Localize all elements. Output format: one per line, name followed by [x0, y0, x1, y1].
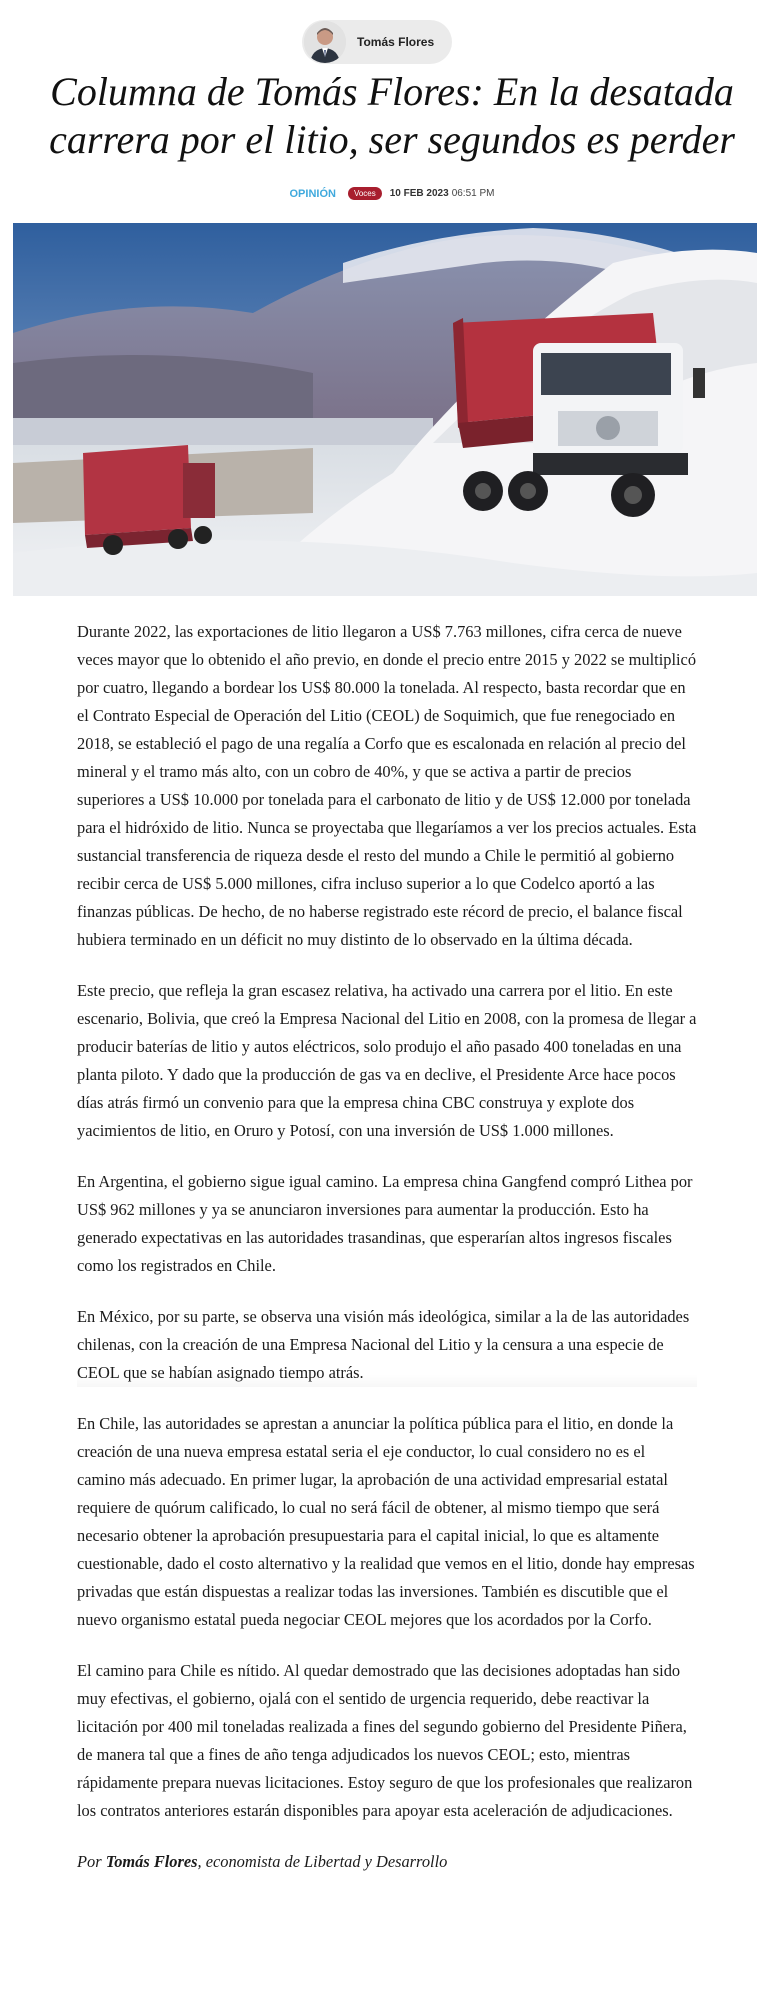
- article-meta: [0, 187, 784, 200]
- article-headline: Columna de Tomás Flores: En la desatada carrera por el litio, ser segundos es perder: [49, 69, 735, 162]
- author-pill[interactable]: [302, 20, 452, 64]
- article-body: [77, 618, 697, 1899]
- article-paragraph: En Chile, las autoridades se aprestan a anunciar la política pública para el litio, en donde la creación de una nueva empresa estatal seria el eje conductor, lo cual considero no es el camino más adecuado. En primer lugar, la aprobación de una actividad empresarial estatal requiere de quórum calificado, lo cual no será fácil de obtener, al mismo tiempo que será necesario obtener la aprobación presupuestaria para el capital inicial, lo que es altamente cuestionable, dado el costo alternativo y la realidad que vemos en el litio, donde hay empresas privadas que están dispuestas a realizar todas las inversiones. También es discutible que el nuevo organismo estatal pueda negociar CEOL mejores que los acordados por la Corfo.: [77, 1414, 695, 1629]
- article-paragraph: En Argentina, el gobierno sigue igual camino. La empresa china Gangfend compró Lithea por US$ 962 millones y ya se anunciaron inversiones para aumentar la producción. Esto ha generado expectativas en las autoridades trasandinas, que esperarían altos ingresos fiscales como los registrados en Chile.: [77, 1172, 693, 1275]
- byline-prefix: Por: [77, 1852, 102, 1871]
- article-paragraph: En México, por su parte, se observa una visión más ideológica, similar a la de las autoridades chilenas, con la creación de una Empresa Nacional del Litio y la censura a una especie de CEOL que se habían asignado tiempo atrás.: [77, 1303, 697, 1387]
- publish-time: 06:51 PM: [451, 188, 495, 199]
- voces-badge[interactable]: Voces: [348, 187, 382, 200]
- article-paragraph: Este precio, que refleja la gran escasez relativa, ha activado una carrera por el litio. En este escenario, Bolivia, que creó la Empresa Nacional del Litio en 2008, con la promesa de llegar a producir baterías de litio y autos eléctricos, solo produjo el año pasado 400 toneladas en una planta piloto. Y dado que la producción de gas va en declive, el Presidente Arce hace pocos días atrás firmó un convenio para que la empresa china CBC construya y explote dos yacimientos de litio, en Oruro y Potosí, con una inversión de US$ 1.000 millones.: [77, 981, 697, 1140]
- byline-suffix: , economista de Libertad y Desarrollo: [197, 1852, 448, 1871]
- publish-date: 10 FEB 2023: [389, 188, 449, 199]
- author-avatar: [304, 21, 346, 63]
- article-byline: [77, 1848, 697, 1876]
- article-paragraph: Durante 2022, las exportaciones de litio llegaron a US$ 7.763 millones, cifra cerca de nueve veces mayor que lo obtenido el año previo, en donde el precio entre 2015 y 2022 se multiplicó por cuatro, llegando a bordear los US$ 80.000 la tonelada. Al respecto, basta recordar que en el Contrato Especial de Operación del Litio (CEOL) de Soquimich, que fue renegociado en 2018, se estableció el pago de una regalía a Corfo que es escalonada en relación al precio del mineral y el tramo más alto, con un cobro de 40%, y que se activa a partir de precios superiores a US$ 10.000 por tonelada para el carbonato de litio y de US$ 12.000 por tonelada para el hidróxido de litio. Nunca se proyectaba que llegaríamos a ver los precios actuales. Esta sustancial transferencia de riqueza desde el resto del mundo a Chile le permitió al gobierno recibir cerca de US$ 5.000 millones, cifra incluso superior a lo que Codelco aportó a las finanzas públicas. De hecho, de no haberse registrado este récord de precio, el balance fiscal hubiera terminado en un déficit no muy distinto de lo observado en la última década.: [77, 622, 697, 949]
- hero-image: [13, 223, 757, 596]
- byline-author: Tomás Flores: [105, 1852, 198, 1871]
- author-name: Tomás Flores: [357, 35, 435, 49]
- section-link[interactable]: OPINIÓN: [289, 187, 336, 200]
- article-paragraph: El camino para Chile es nítido. Al quedar demostrado que las decisiones adoptadas han sido muy efectivas, el gobierno, ojalá con el sentido de urgencia requerido, debe reactivar la licitación por 400 mil toneladas realizada a fines del segundo gobierno del Presidente Piñera, de manera tal que a fines de año tenga adjudicados los nuevos CEOL; esto, mientras rápidamente prepara nuevas licitaciones. Estoy seguro de que los profesionales que realizaron los contratos anteriores estarán disponibles para apoyar esta aceleración de adjudicaciones.: [77, 1661, 693, 1820]
